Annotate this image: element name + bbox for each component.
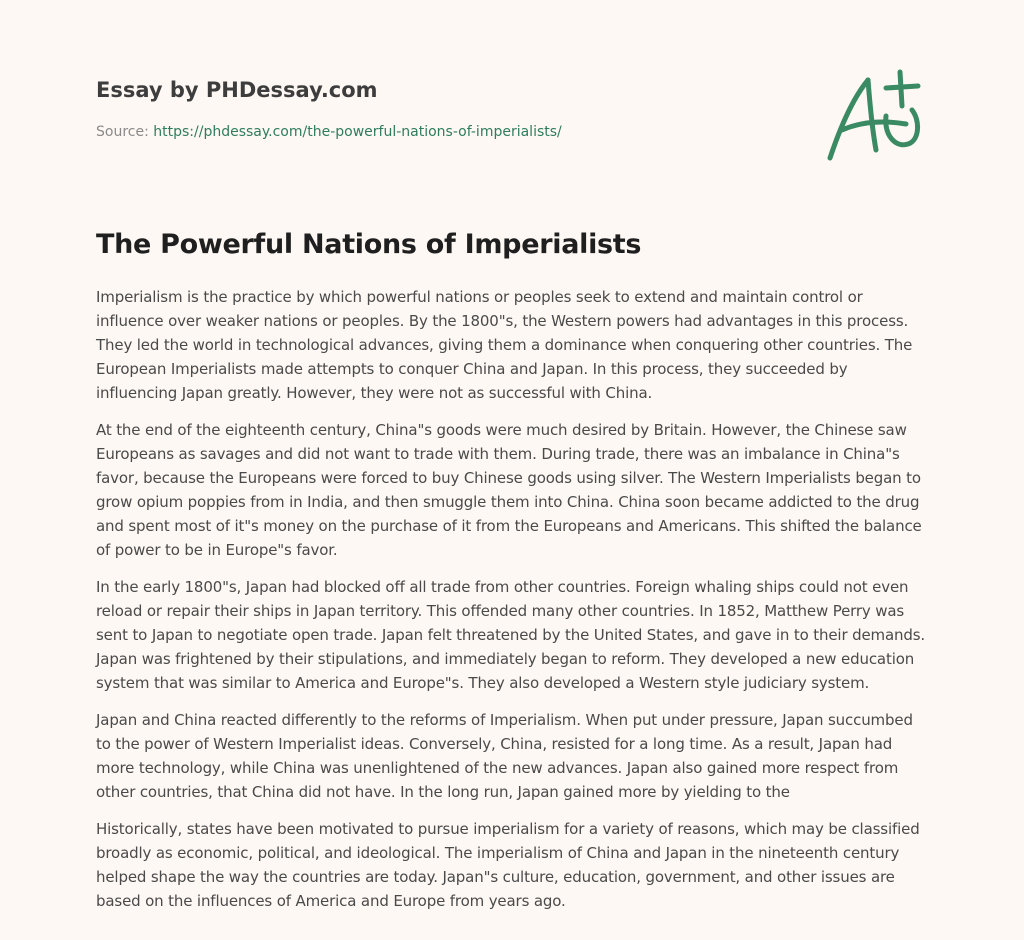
brand-title: Essay by PHDessay.com	[96, 78, 378, 102]
paragraph: In the early 1800"s, Japan had blocked off all trade from other countries. Foreign whaling ships could not even reload or repair their ships in Japan territory. This offended many other countries. In 1852, Matthew Perry was sent to Japan to negotiate open trade. Japan felt threatened by the United States, and gave in to their demands. Japan was frightened by their stipulations, and immediately began to reform. They developed a new education system that was similar to America and Europe"s. They also developed a Western style judiciary system.	[96, 578, 926, 692]
essay-title: The Powerful Nations of Imperialists	[96, 229, 642, 260]
source-line	[96, 122, 816, 142]
paragraph: At the end of the eighteenth century, China"s goods were much desired by Britain. However, the Chinese saw Europeans as savages and did not want to trade with them. During trade, there was an imbalance in China"s favor, because the Europeans were forced to buy Chinese goods using silver. The Western Imperialists began to grow opium poppies from in India, and then smuggle them into China. China soon became addicted to the drug and spent most of it"s money on the purchase of it from the Europeans and Americans. This shifted the balance of power to be in Europe"s favor.	[96, 421, 922, 559]
a-plus-logo-icon	[820, 66, 932, 166]
paragraph: Historically, states have been motivated to pursue imperialism for a variety of reasons, which may be classified broadly as economic, political, and ideological. The imperialism of China and Japan in the nineteenth century helped shape the way the countries are today. Japan"s culture, education, government, and other issues are based on the influences of America and Europe from years ago.	[96, 820, 920, 910]
source-label: Source:	[96, 124, 149, 140]
paragraph: Japan and China reacted differently to the reforms of Imperialism. When put under pressure, Japan succumbed to the power of Western Imperialist ideas. Conversely, China, resisted for a long time. As a result, Japan had more technology, while China was unenlightened of the new advances. Japan also gained more respect from other countries, that China did not have. In the long run, Japan gained more by yielding to the	[96, 711, 913, 801]
paragraph: Imperialism is the practice by which powerful nations or peoples seek to extend and maintain control or influence over weaker nations or peoples. By the 1800"s, the Western powers had advantages in this process. They led the world in technological advances, giving them a dominance when conquering other countries. The European Imperialists made attempts to conquer China and Japan. In this process, they succeeded by influencing Japan greatly. However, they were not as successful with China.	[96, 288, 913, 402]
source-link[interactable]: https://phdessay.com/the-powerful-nations-of-imperialists/	[153, 124, 562, 140]
essay-body	[96, 285, 928, 926]
header	[96, 76, 816, 142]
